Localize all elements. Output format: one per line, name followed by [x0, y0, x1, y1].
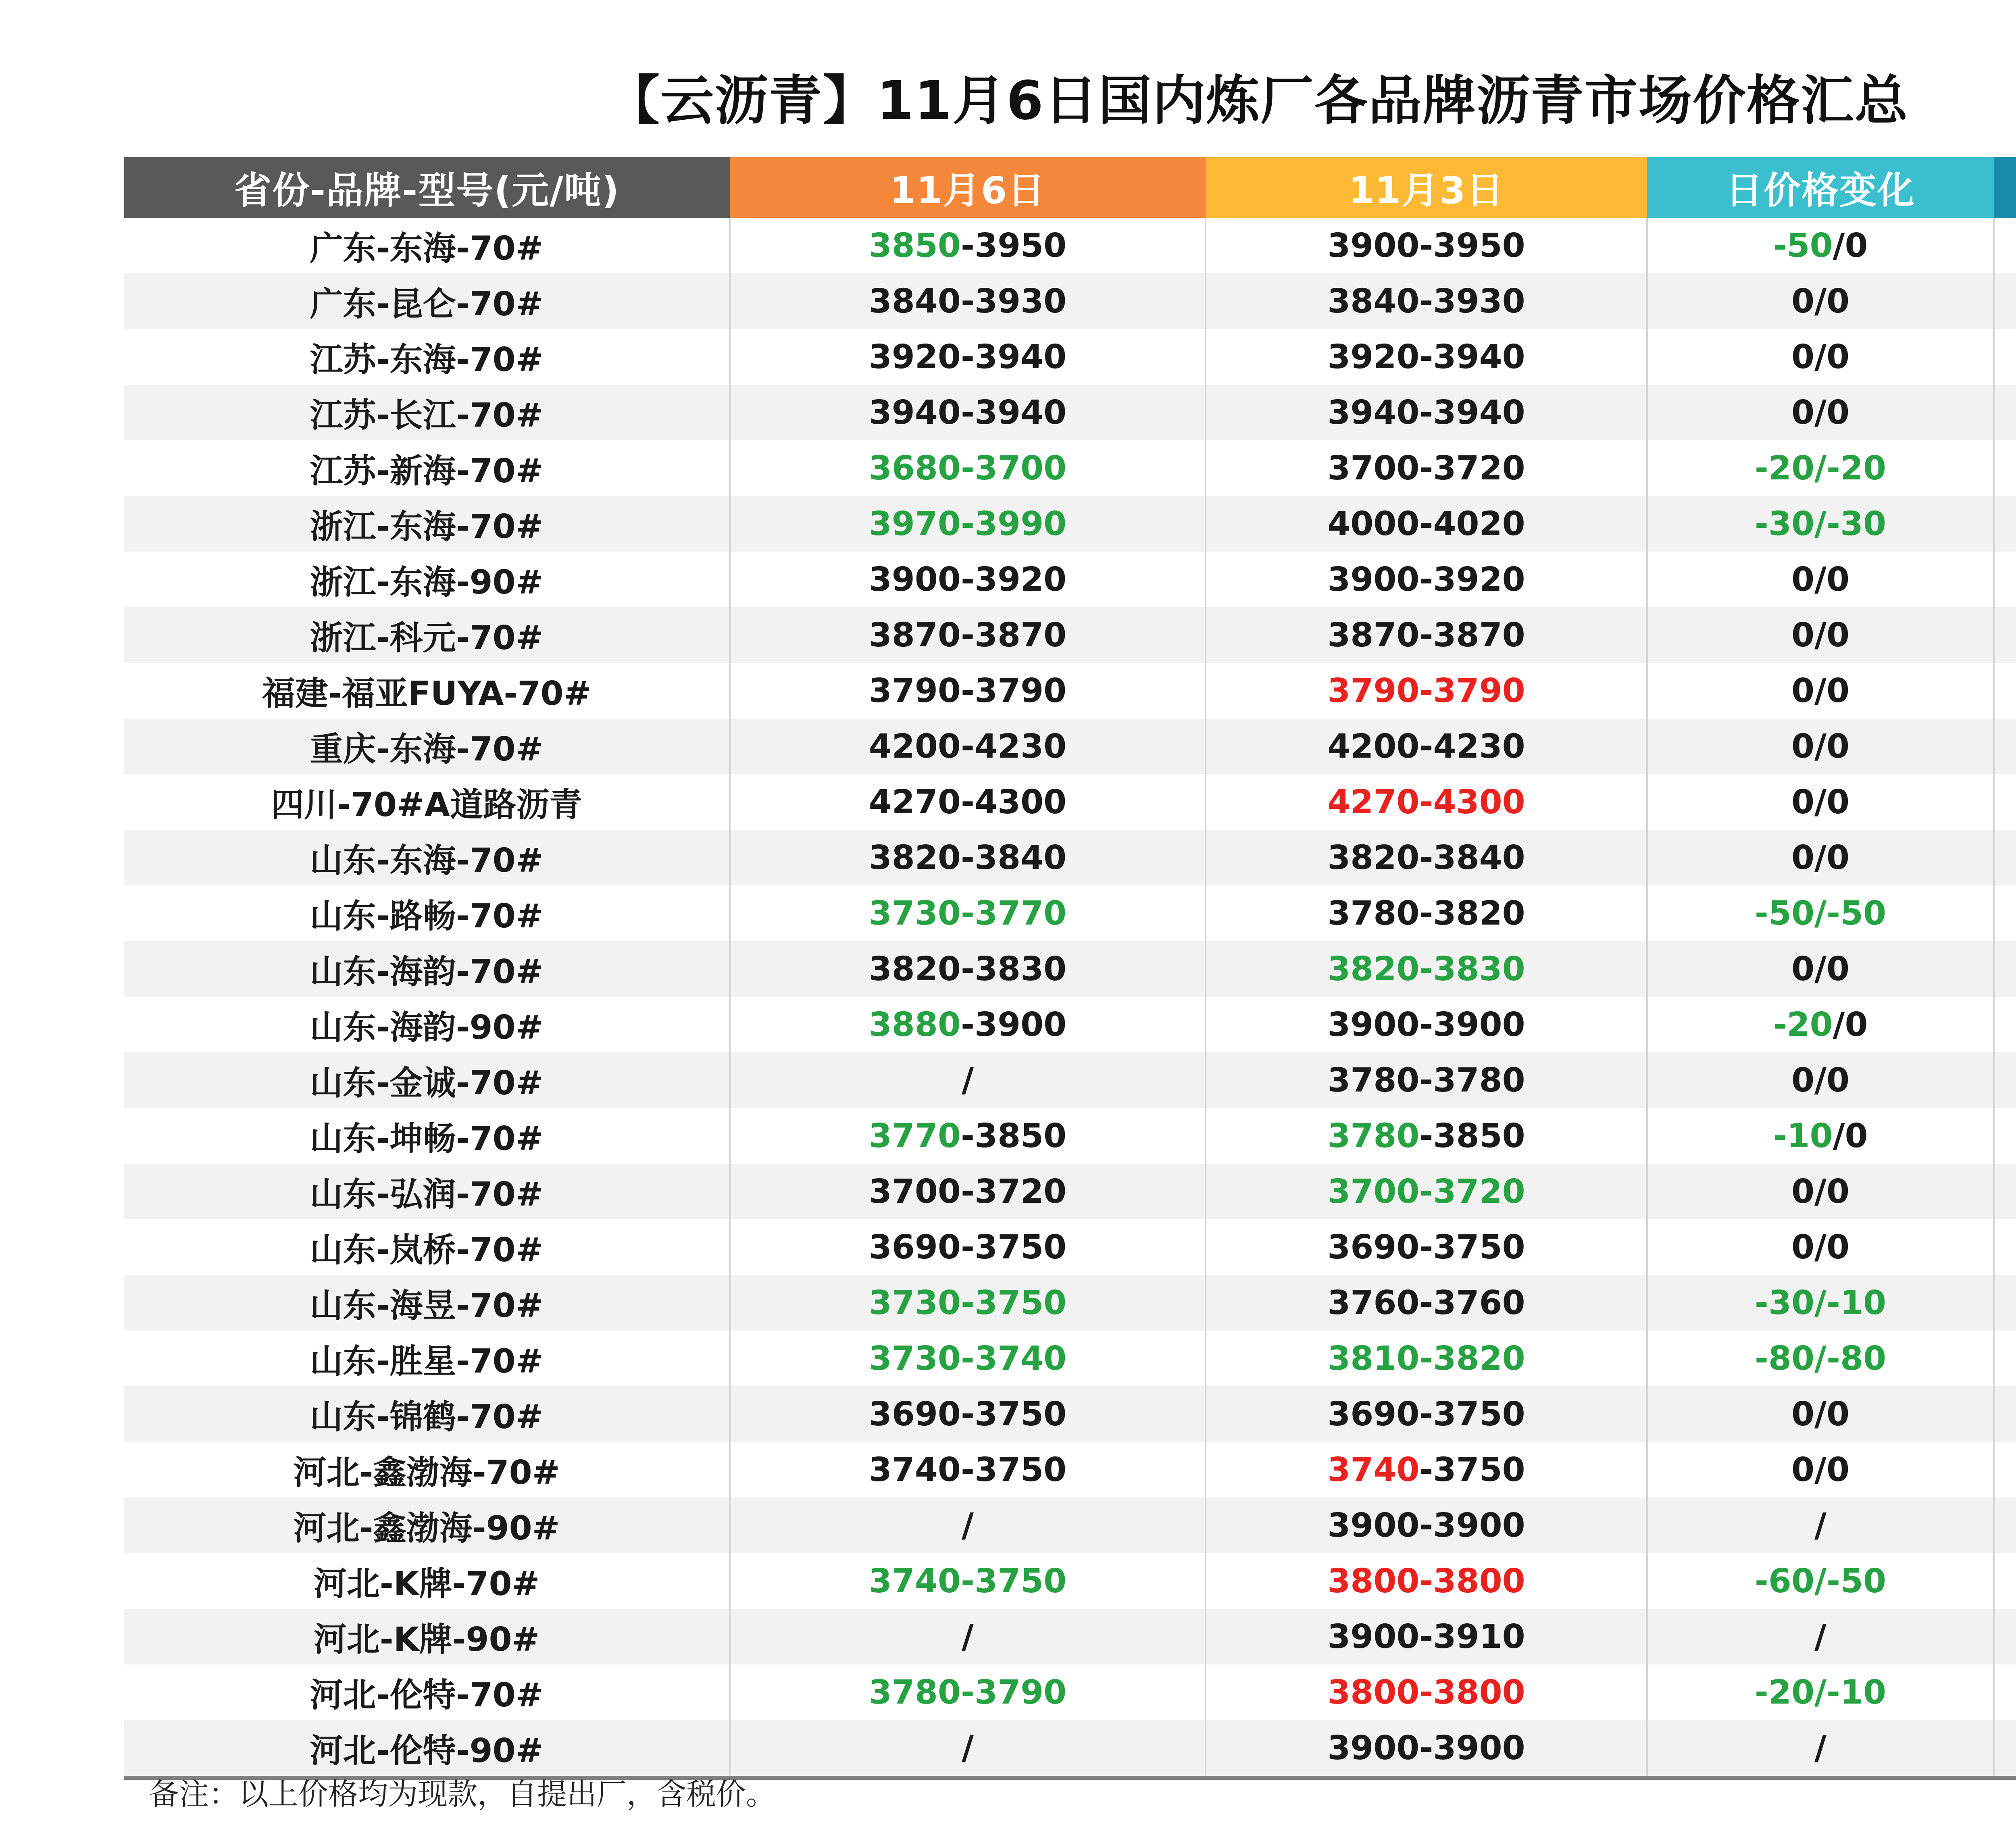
cell-week-change: [1994, 1498, 2016, 1553]
cell-day-change: [1647, 1331, 1994, 1386]
cell-nov3: [1206, 1609, 1647, 1664]
cell-product: 四川-70#A道路沥青: [271, 785, 583, 824]
cell-product: 江苏-长江-70#: [124, 385, 730, 440]
table-row: [124, 1108, 2016, 1164]
value-segment: -20/-10: [1754, 1673, 1887, 1712]
cell-product: 浙江-东海-70#: [124, 496, 730, 552]
value-segment: /: [962, 1061, 974, 1100]
cell-week-change: [1994, 385, 2016, 440]
cell-product: 河北-K牌-70#: [313, 1564, 540, 1603]
value-segment: 3730-3770: [868, 894, 1067, 933]
header-province: 省份-品牌-型号(元/吨): [124, 157, 730, 218]
value-segment: -3850: [960, 1116, 1067, 1155]
cell-nov6: [730, 552, 1206, 607]
cell-product: 河北-鑫渤海-70#: [293, 1453, 560, 1492]
cell-week-change: [1994, 552, 2016, 607]
table-row: [124, 885, 2016, 941]
price-table: [124, 157, 2016, 1780]
table-row: [124, 997, 2016, 1052]
cell-day-change: [1647, 830, 1994, 885]
cell-week-change: [1994, 885, 2016, 941]
cell-nov3: [1206, 1219, 1647, 1275]
table-row: [124, 1219, 2016, 1275]
value-segment: 3840-3930: [1327, 282, 1525, 321]
cell-product: 山东-弘润-70#: [124, 1164, 730, 1219]
value-segment: 3800-3800: [1327, 1562, 1525, 1600]
value-segment: 0/0: [1791, 1395, 1850, 1433]
table-row: [124, 1275, 2016, 1331]
table-row: [124, 1331, 2016, 1386]
cell-product: 山东-胜星-70#: [310, 1342, 544, 1381]
value-segment: /: [1814, 1506, 1826, 1545]
value-segment: 3820-3830: [868, 950, 1067, 988]
cell-product: 广东-昆仑-70#: [124, 273, 730, 329]
cell-week-change: [1994, 1442, 2016, 1498]
cell-day-change: [1647, 1498, 1994, 1553]
cell-nov6: [730, 1108, 1206, 1164]
table-row: [124, 385, 2016, 440]
cell-day-change: [1647, 1720, 1994, 1778]
value-segment: 3810-3820: [1327, 1339, 1525, 1378]
cell-week-change: [1994, 1553, 2016, 1609]
value-segment: 3900-3950: [1327, 226, 1525, 265]
cell-product: 山东-海韵-90#: [310, 1008, 544, 1047]
table-row: [124, 1553, 2016, 1609]
value-segment: 3900-3900: [1327, 1729, 1525, 1767]
table-header-row: [124, 157, 2016, 218]
cell-day-change: [1647, 440, 1994, 496]
value-segment: 3780-3790: [868, 1673, 1067, 1712]
cell-week-change: [1994, 663, 2016, 719]
value-segment: /0: [1833, 1116, 1868, 1155]
header-week-change: [1994, 157, 2016, 218]
table-row: [124, 218, 2016, 273]
table-row: [124, 719, 2016, 774]
table-row: [124, 1664, 2016, 1720]
table-row: [124, 1442, 2016, 1498]
value-segment: 3760-3760: [1327, 1283, 1525, 1322]
value-segment: 4000-4020: [1327, 504, 1525, 543]
cell-product: 河北-伦特-70#: [310, 1676, 544, 1714]
value-segment: 3740-3750: [868, 1562, 1067, 1600]
cell-product: 浙江-东海-90#: [310, 563, 544, 602]
value-segment: 3700-3720: [1327, 449, 1525, 487]
value-segment: 3780-3780: [1327, 1061, 1525, 1100]
cell-nov6: [730, 1331, 1206, 1386]
cell-nov3: [1206, 1164, 1647, 1219]
value-segment: 3690-3750: [868, 1395, 1067, 1433]
value-segment: 3700-3720: [1327, 1172, 1525, 1211]
table-row: [124, 1386, 2016, 1442]
cell-nov3: [1206, 1720, 1647, 1778]
cell-product: 山东-路畅-70#: [310, 897, 544, 935]
value-segment: -30/-30: [1754, 504, 1887, 543]
cell-product: 山东-金诚-70#: [124, 1052, 730, 1108]
value-segment: 3920-3940: [868, 337, 1067, 376]
cell-nov3: [1206, 607, 1647, 663]
value-segment: 3730-3750: [868, 1283, 1067, 1322]
cell-nov6: [730, 273, 1206, 329]
table-row: [124, 552, 2016, 607]
cell-nov3: [1206, 1442, 1647, 1498]
value-segment: /0: [1833, 226, 1868, 265]
value-segment: 3780: [1327, 1116, 1420, 1155]
cell-product: 江苏-新海-70#: [310, 452, 544, 490]
value-segment: 3870-3870: [1327, 616, 1525, 654]
table-row: [124, 273, 2016, 329]
cell-week-change: [1994, 218, 2016, 273]
cell-nov3: [1206, 1664, 1647, 1720]
cell-week-change: [1994, 1275, 2016, 1331]
cell-nov3: [1206, 218, 1647, 273]
value-segment: -3950: [960, 226, 1067, 265]
cell-nov6: [730, 1553, 1206, 1609]
cell-nov3: [1206, 830, 1647, 885]
value-segment: 3730-3740: [868, 1339, 1067, 1378]
value-segment: 0/0: [1791, 783, 1850, 821]
value-segment: -3900: [960, 1005, 1067, 1044]
value-segment: 0/0: [1791, 337, 1850, 376]
cell-week-change: [1994, 1219, 2016, 1275]
value-segment: 3900-3920: [1327, 560, 1525, 599]
value-segment: 3790-3790: [868, 671, 1067, 710]
value-segment: 3880: [868, 1005, 961, 1044]
value-segment: -3750: [1419, 1450, 1525, 1489]
value-segment: 0/0: [1791, 616, 1850, 654]
cell-product: 江苏-东海-70#: [310, 340, 544, 379]
value-segment: 3900-3900: [1327, 1506, 1525, 1545]
cell-nov3: [1206, 997, 1647, 1052]
table-row: [124, 1164, 2016, 1219]
cell-nov6: [730, 218, 1206, 273]
table-row: [124, 1052, 2016, 1108]
cell-week-change: [1994, 1331, 2016, 1386]
cell-product: 山东-岚桥-70#: [310, 1231, 544, 1269]
cell-day-change: [1647, 1052, 1994, 1108]
value-segment: 3820-3840: [868, 838, 1067, 877]
value-segment: 3820-3840: [1327, 838, 1525, 877]
cell-week-change: [1994, 830, 2016, 885]
value-segment: 3940-3940: [868, 393, 1067, 432]
cell-product: 山东-坤畅-70#: [310, 1119, 544, 1158]
cell-nov6: [730, 719, 1206, 774]
cell-nov6: [730, 997, 1206, 1052]
cell-nov3: [1206, 885, 1647, 941]
cell-product: 浙江-科元-70#: [124, 607, 730, 663]
value-segment: 3900-3920: [868, 560, 1067, 599]
cell-day-change: [1647, 1275, 1994, 1331]
value-segment: 3800-3800: [1327, 1673, 1525, 1712]
cell-nov3: [1206, 552, 1647, 607]
cell-nov6: [730, 1498, 1206, 1553]
cell-week-change: [1994, 607, 2016, 663]
value-segment: 3870-3870: [868, 616, 1067, 654]
value-segment: 4270-4300: [868, 783, 1067, 821]
cell-day-change: [1647, 885, 1994, 941]
cell-nov3: [1206, 1052, 1647, 1108]
cell-nov3: [1206, 1331, 1647, 1386]
cell-day-change: [1647, 1108, 1994, 1164]
cell-week-change: [1994, 997, 2016, 1052]
cell-week-change: [1994, 496, 2016, 552]
value-segment: 3920-3940: [1327, 337, 1525, 376]
table-row: [124, 440, 2016, 496]
cell-product: 河北-伦特-90#: [124, 1720, 730, 1778]
table-row: [124, 496, 2016, 552]
value-segment: 3840-3930: [868, 282, 1067, 321]
cell-day-change: [1647, 997, 1994, 1052]
value-segment: 3680-3700: [868, 449, 1067, 487]
cell-week-change: [1994, 1664, 2016, 1720]
cell-nov6: [730, 885, 1206, 941]
value-segment: /0: [1833, 1005, 1868, 1044]
value-segment: 3690-3750: [1327, 1395, 1525, 1433]
cell-nov3: [1206, 329, 1647, 385]
value-segment: 3690-3750: [868, 1228, 1067, 1266]
cell-nov6: [730, 1664, 1206, 1720]
cell-day-change: [1647, 607, 1994, 663]
cell-nov3: [1206, 440, 1647, 496]
cell-nov3: [1206, 941, 1647, 997]
cell-day-change: [1647, 663, 1994, 719]
cell-nov6: [730, 663, 1206, 719]
footnote: 备注：以上价格均为现款，自提出厂，含税价。: [149, 1777, 776, 1812]
table-row: [124, 663, 2016, 719]
cell-nov6: [730, 329, 1206, 385]
value-segment: 3770: [868, 1116, 961, 1155]
cell-day-change: [1647, 1664, 1994, 1720]
cell-week-change: [1994, 273, 2016, 329]
value-segment: 4270-4300: [1327, 783, 1525, 821]
table-row: [124, 1498, 2016, 1553]
cell-nov3: [1206, 385, 1647, 440]
value-segment: /: [1814, 1617, 1826, 1656]
value-segment: 0/0: [1791, 1061, 1850, 1100]
value-segment: -60/-50: [1754, 1562, 1887, 1600]
cell-nov6: [730, 1386, 1206, 1442]
cell-product: 河北-鑫渤海-90#: [124, 1498, 730, 1553]
value-segment: 3700-3720: [868, 1172, 1067, 1211]
cell-product: 广东-东海-70#: [310, 229, 544, 268]
value-segment: 3790-3790: [1327, 671, 1525, 710]
cell-day-change: [1647, 1553, 1994, 1609]
cell-nov6: [730, 1164, 1206, 1219]
cell-nov3: [1206, 496, 1647, 552]
cell-week-change: [1994, 440, 2016, 496]
value-segment: -50: [1773, 226, 1833, 265]
cell-nov3: [1206, 1386, 1647, 1442]
cell-nov6: [730, 1720, 1206, 1778]
value-segment: -30/-10: [1754, 1283, 1887, 1322]
value-segment: -20/-20: [1754, 449, 1887, 487]
value-segment: 0/0: [1791, 1450, 1850, 1489]
cell-product: 福建-福亚FUYA-70#: [262, 674, 591, 713]
cell-nov3: [1206, 1553, 1647, 1609]
value-segment: 3970-3990: [868, 504, 1067, 543]
cell-day-change: [1647, 385, 1994, 440]
cell-week-change: [1994, 1164, 2016, 1219]
cell-week-change: [1994, 1052, 2016, 1108]
cell-product: 山东-海昱-70#: [124, 1275, 730, 1331]
cell-product: 山东-东海-70#: [124, 830, 730, 885]
cell-product: 山东-海韵-70#: [124, 941, 730, 997]
cell-nov6: [730, 1609, 1206, 1664]
cell-product: 山东-锦鹤-70#: [124, 1386, 730, 1442]
cell-nov6: [730, 1275, 1206, 1331]
cell-nov6: [730, 385, 1206, 440]
value-segment: -10: [1773, 1116, 1833, 1155]
cell-day-change: [1647, 719, 1994, 774]
value-segment: 0/0: [1791, 838, 1850, 877]
cell-nov3: [1206, 273, 1647, 329]
value-segment: -80/-80: [1754, 1339, 1887, 1378]
header-nov3: 11月3日: [1206, 157, 1647, 218]
value-segment: -20: [1773, 1005, 1833, 1044]
cell-day-change: [1647, 1164, 1994, 1219]
cell-nov6: [730, 1052, 1206, 1108]
cell-nov6: [730, 607, 1206, 663]
cell-nov6: [730, 1442, 1206, 1498]
cell-day-change: [1647, 1386, 1994, 1442]
cell-day-change: [1647, 774, 1994, 830]
value-segment: 3900-3900: [1327, 1005, 1525, 1044]
value-segment: 0/0: [1791, 282, 1850, 321]
value-segment: 3740-3750: [868, 1450, 1067, 1489]
header-day-change: 日价格变化: [1647, 157, 1994, 218]
cell-week-change: [1994, 1386, 2016, 1442]
table-row: [124, 830, 2016, 885]
cell-day-change: [1647, 496, 1994, 552]
cell-week-change: [1994, 1609, 2016, 1664]
cell-nov6: [730, 941, 1206, 997]
cell-nov6: [730, 774, 1206, 830]
cell-day-change: [1647, 273, 1994, 329]
value-segment: -50/-50: [1754, 894, 1887, 933]
value-segment: 0/0: [1791, 727, 1850, 766]
cell-nov3: [1206, 774, 1647, 830]
value-segment: 3690-3750: [1327, 1228, 1525, 1266]
value-segment: 3850: [868, 226, 961, 265]
cell-nov6: [730, 830, 1206, 885]
cell-nov6: [730, 440, 1206, 496]
table-row: [124, 1609, 2016, 1664]
page-title: 【云沥青】11月6日国内炼厂各品牌沥青市场价格汇总: [606, 70, 1909, 132]
cell-nov3: [1206, 1108, 1647, 1164]
cell-day-change: [1647, 1609, 1994, 1664]
value-segment: 0/0: [1791, 393, 1850, 432]
cell-nov3: [1206, 1275, 1647, 1331]
cell-nov3: [1206, 663, 1647, 719]
table-row: [124, 329, 2016, 385]
cell-day-change: [1647, 218, 1994, 273]
cell-day-change: [1647, 1219, 1994, 1275]
cell-week-change: [1994, 774, 2016, 830]
cell-nov3: [1206, 1498, 1647, 1553]
cell-day-change: [1647, 552, 1994, 607]
value-segment: 3740: [1327, 1450, 1420, 1489]
cell-day-change: [1647, 329, 1994, 385]
value-segment: 3820-3830: [1327, 950, 1525, 988]
value-segment: /: [962, 1729, 974, 1767]
cell-day-change: [1647, 941, 1994, 997]
value-segment: /: [962, 1506, 974, 1545]
cell-nov6: [730, 1219, 1206, 1275]
value-segment: 0/0: [1791, 560, 1850, 599]
cell-week-change: [1994, 941, 2016, 997]
value-segment: 3940-3940: [1327, 393, 1525, 432]
cell-week-change: [1994, 1720, 2016, 1778]
cell-nov6: [730, 496, 1206, 552]
cell-day-change: [1647, 1442, 1994, 1498]
value-segment: /: [962, 1617, 974, 1656]
value-segment: 4200-4230: [1327, 727, 1525, 766]
value-segment: 0/0: [1791, 1228, 1850, 1266]
header-nov6: 11月6日: [730, 157, 1206, 218]
cell-product: 重庆-东海-70#: [124, 719, 730, 774]
table-row: [124, 1720, 2016, 1778]
value-segment: 0/0: [1791, 1172, 1850, 1211]
cell-week-change: [1994, 1108, 2016, 1164]
cell-week-change: [1994, 719, 2016, 774]
table-row: [124, 607, 2016, 663]
cell-product: 河北-K牌-90#: [124, 1609, 730, 1664]
value-segment: /: [1814, 1729, 1826, 1767]
value-segment: 3900-3910: [1327, 1617, 1525, 1656]
value-segment: 4200-4230: [868, 727, 1067, 766]
table-body: [124, 218, 2016, 1778]
value-segment: 0/0: [1791, 671, 1850, 710]
table-row: [124, 941, 2016, 997]
table-row: [124, 774, 2016, 830]
value-segment: -3850: [1419, 1116, 1525, 1155]
value-segment: 0/0: [1791, 950, 1850, 988]
cell-nov3: [1206, 719, 1647, 774]
value-segment: 3780-3820: [1327, 894, 1525, 933]
cell-week-change: [1994, 329, 2016, 385]
